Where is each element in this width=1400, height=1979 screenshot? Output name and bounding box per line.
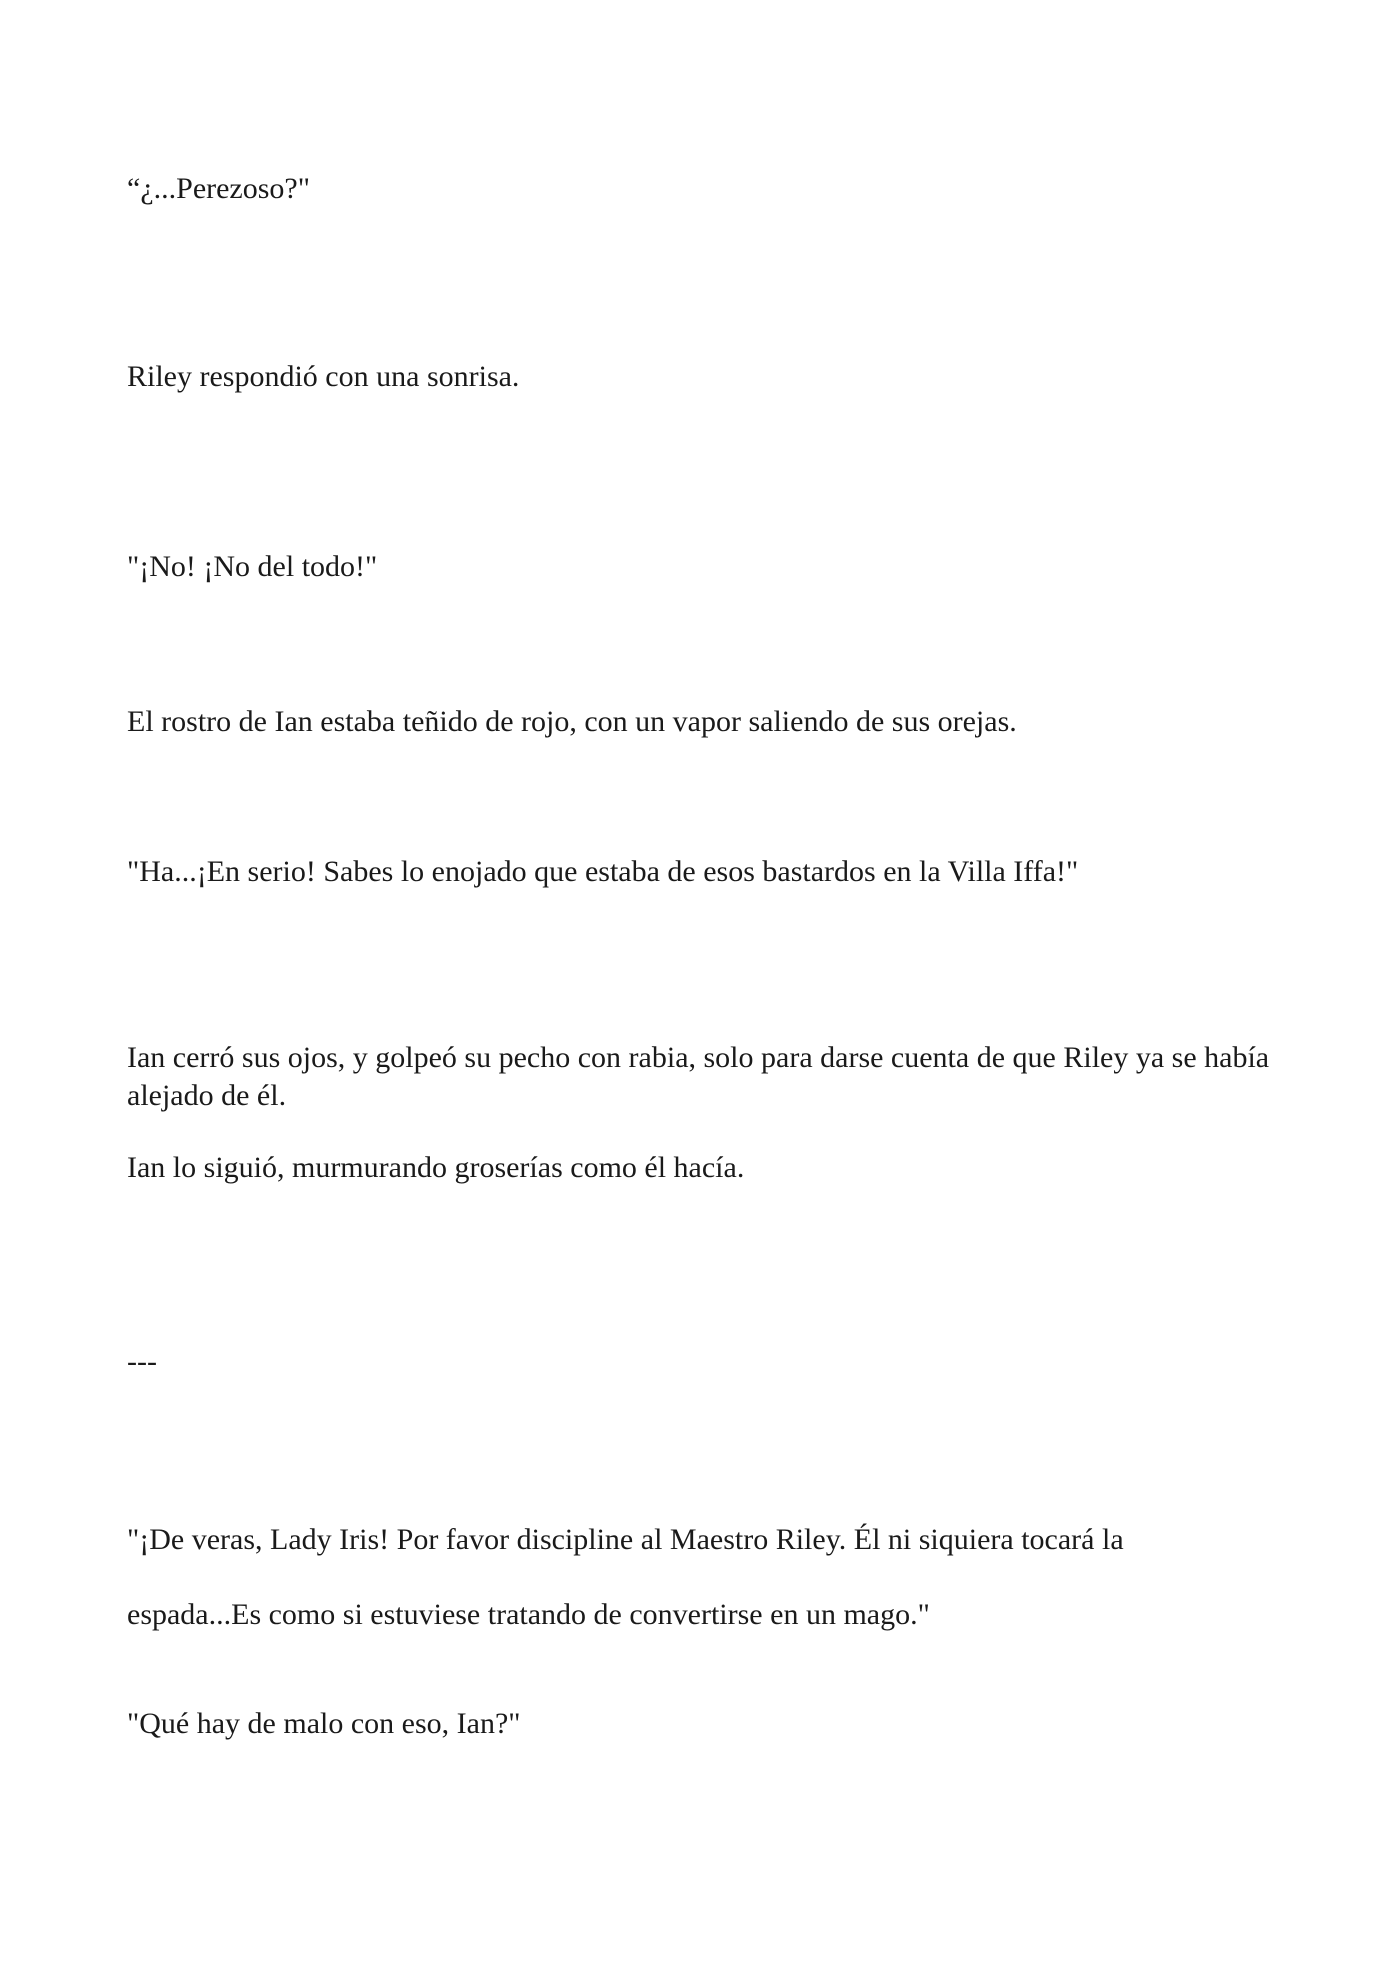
paragraph-seriously: "Ha...¡En serio! Sabes lo enojado que estaba de esos bastardos en la Villa Iffa!" (127, 855, 1079, 888)
section-separator: --- (127, 1345, 157, 1378)
paragraph-lazy-question: “¿...Perezoso?" (127, 172, 310, 205)
paragraph-lady-iris-line2: espada...Es como si estuviese tratando de convertirse en un mago." (127, 1598, 930, 1631)
paragraph-ian-closed-eyes: Ian cerró sus ojos, y golpeó su pecho con rabia, solo para darse cuenta de que Riley ya se había alejado de él. (127, 1041, 1270, 1112)
paragraph-ian-followed: Ian lo siguió, murmurando groserías como él hacía. (127, 1151, 745, 1184)
paragraph-no-not-at-all: "¡No! ¡No del todo!" (127, 550, 378, 583)
paragraph-lady-iris-line1: "¡De veras, Lady Iris! Por favor discipline al Maestro Riley. Él ni siquiera tocará la (127, 1523, 1124, 1556)
paragraph-ian-red-face: El rostro de Ian estaba teñido de rojo, con un vapor saliendo de sus orejas. (127, 705, 1017, 738)
paragraph-whats-wrong: "Qué hay de malo con eso, Ian?" (127, 1707, 521, 1740)
paragraph-riley-smile: Riley respondió con una sonrisa. (127, 360, 520, 393)
